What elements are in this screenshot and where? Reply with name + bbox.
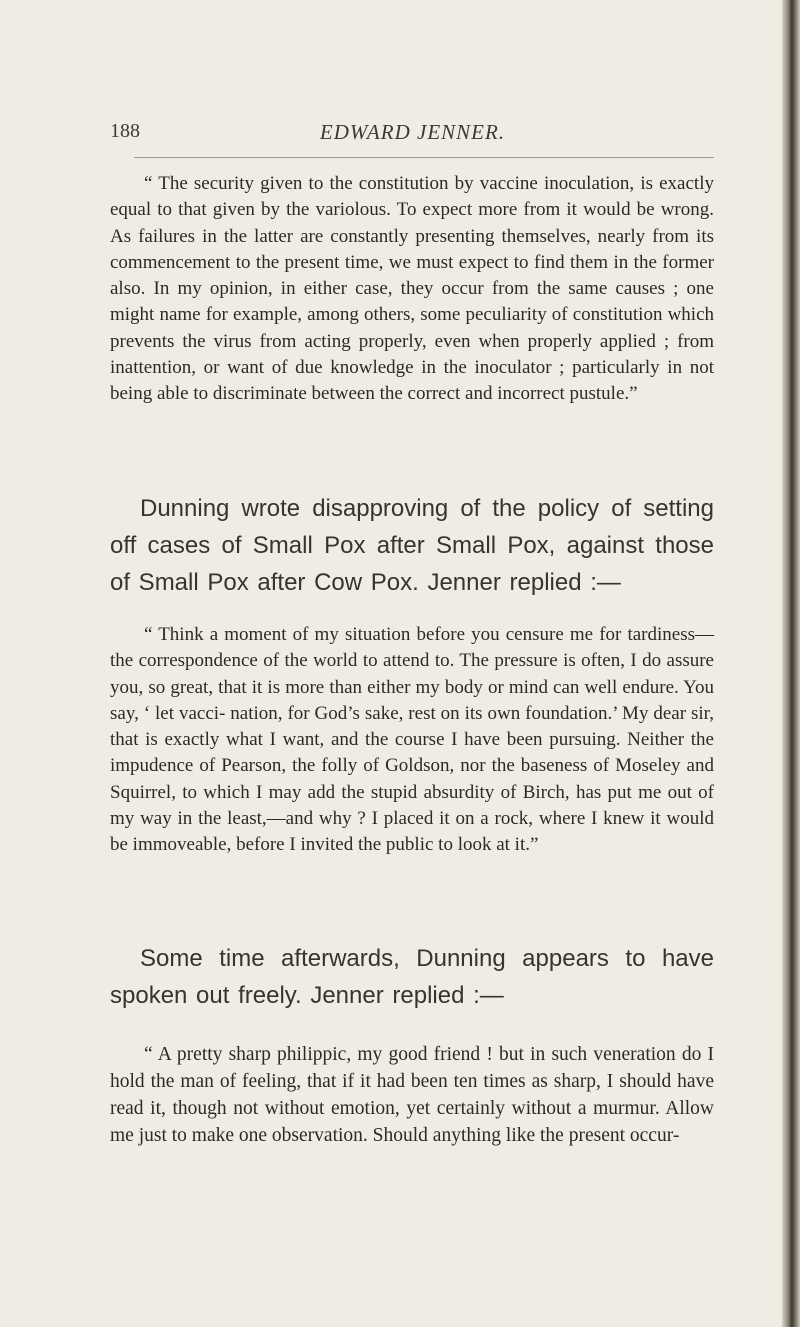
page-header	[110, 120, 715, 150]
page-binding-edge	[782, 0, 800, 1327]
page-number: 188	[110, 120, 140, 142]
quoted-letter-paragraph: “ The security given to the constitution by vaccine inoculation, is exactly equal to that given by the variolous. To expect more from it would be wrong. As failures in the latter are constantly presenting themselves, nearly from its commencement to the present time, we must expect to find them in the former also. In my opinion, in either case, they occur from the same causes ; one might name for example, among others, some peculiarity of constitution which prevents the virus from acting properly, even when properly applied ; from inattention, or want of due knowledge in the inoculator ; particularly in not being able to discriminate between the correct and incorrect pustule.”	[110, 173, 714, 405]
narrative-paragraph: Some time afterwards, Dunning appears to have spoken out freely. Jenner replied :—	[110, 945, 714, 1009]
quoted-letter-paragraph: “ A pretty sharp philippic, my good friend ! but in such veneration do I hold the man of feeling, that if it had been ten times as sharp, I should have read it, though not without emotion, yet certainly without a murmur. Allow me just to make one observation. Should anything like the present occur-	[110, 1044, 714, 1146]
quoted-letter-paragraph: “ Think a moment of my situation before you censure me for tardiness—the correspondence of the world to attend to. The pressure is often, I do assure you, so great, that it is more than either my body or mind can well endure. You say, ‘ let vacci- nation, for God’s sake, rest on its own foundation.’ My dear sir, that is exactly what I want, and the course I have been pursuing. Neither the impudence of Pearson, the folly of Goldson, nor the baseness of Moseley and Squirrel, to which I may add the stupid absurdity of Birch, has put me out of my way in the least,—and why ? I placed it on a rock, where I knew it would be immoveable, before I invited the public to look at it.”	[110, 624, 714, 856]
narrative-paragraph: Dunning wrote disapproving of the policy of setting off cases of Small Pox after Small Pox, against those of Small Pox after Cow Pox. Jenner replied :—	[110, 495, 714, 596]
running-head: EDWARD JENNER.	[319, 120, 506, 144]
header-rule	[134, 157, 714, 158]
